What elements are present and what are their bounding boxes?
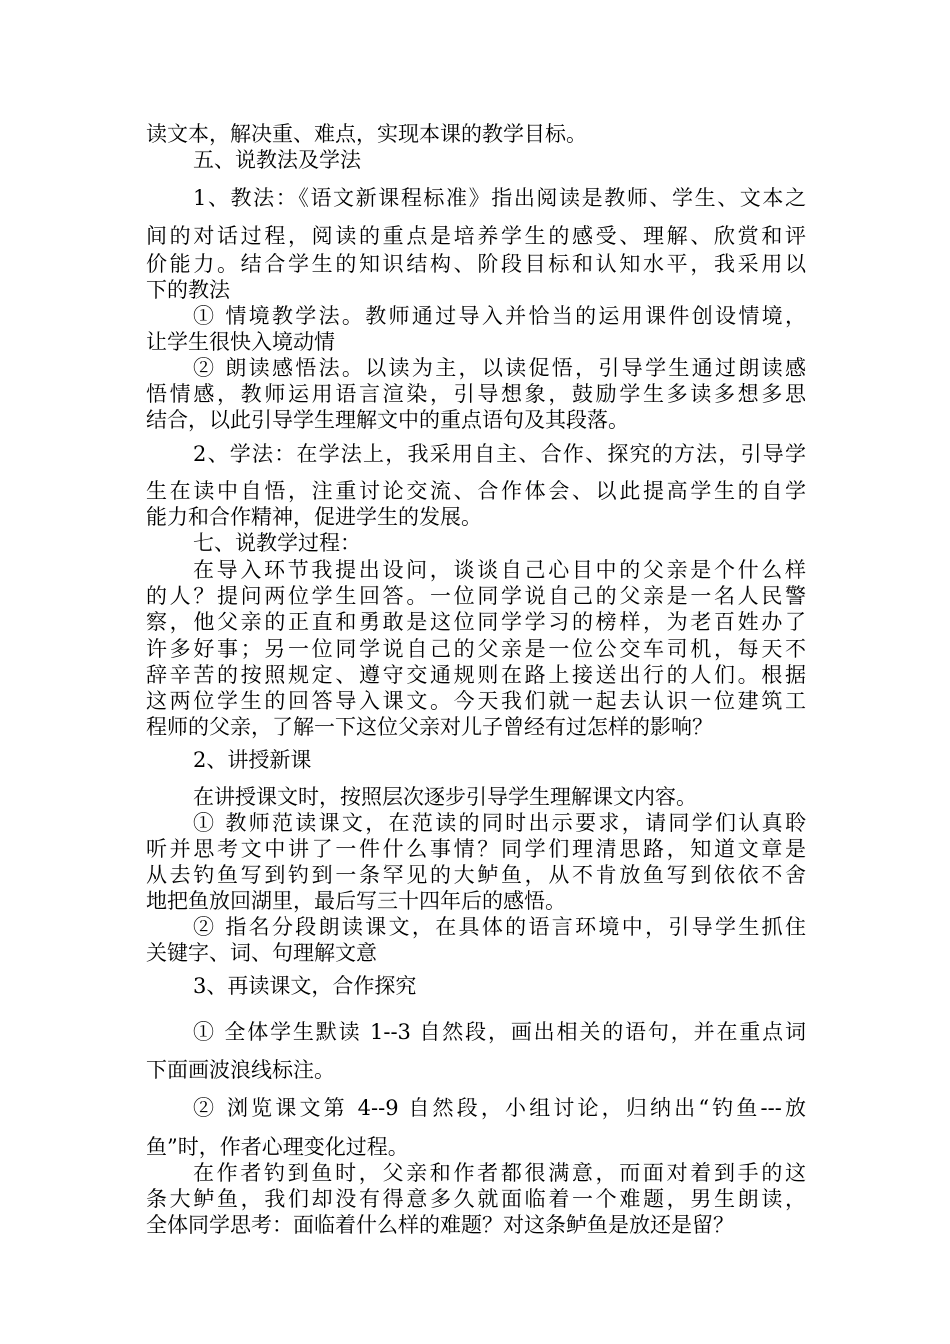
text-line: 条大鲈鱼，我们却没有得意多久就面临着一个难题，男生朗读， <box>146 1187 806 1211</box>
text-line: 鱼”时，作者心理变化过程。 <box>146 1135 409 1159</box>
text-line: 在讲授课文时，按照层次逐步引导学生理解课文内容。 <box>193 785 697 809</box>
text-line: 悟情感，教师运用语言渲染，引导想象，鼓励学生多读多想多思 <box>146 382 806 406</box>
text-line: 从去钓鱼写到钓到一条罕见的大鲈鱼，从不肯放鱼写到依依不舍 <box>146 863 806 887</box>
text-line: 辞辛苦的按照规定、遵守交通规则在路上接送出行的人们。根据 <box>146 663 806 687</box>
text-line: 察，他父亲的正直和勇敢是这位同学学习的榜样，为老百姓办了 <box>146 610 806 634</box>
section-heading: 3、再读课文，合作探究 <box>193 974 417 998</box>
text-line: 在作者钓到鱼时，父亲和作者都很满意，而面对着到手的这 <box>193 1161 806 1185</box>
text-line: 2、学法：在学法上，我采用自主、合作、探究的方法，引导学 <box>193 442 806 466</box>
text-line: 这两位学生的回答导入课文。今天我们就一起去认识一位建筑工 <box>146 689 806 713</box>
section-heading: 2、讲授新课 <box>193 748 312 772</box>
text-line: 价能力。结合学生的知识结构、阶段目标和认知水平，我采用以 <box>146 252 806 276</box>
text-line: 结合，以此引导学生理解文中的重点语句及其段落。 <box>146 408 629 432</box>
text-line: 能力和合作精神，促进学生的发展。 <box>146 505 482 529</box>
text-line: ① 全体学生默读 1--3 自然段，画出相关的语句，并在重点词 <box>193 1020 806 1044</box>
text-line: 关键字、词、句理解文意 <box>146 941 377 965</box>
text-line: 生在读中自悟，注重讨论交流、合作体会、以此提高学生的自学 <box>146 479 806 503</box>
text-line: 下面画波浪线标注。 <box>146 1058 335 1082</box>
text-line: 下的教法 <box>146 278 230 302</box>
section-heading: 五、说教法及学法 <box>193 148 361 172</box>
text-line: 的人？提问两位学生回答。一位同学说自己的父亲是一名人民警 <box>146 584 806 608</box>
text-line: 让学生很快入境动情 <box>146 330 335 354</box>
text-line: 在导入环节我提出设问，谈谈自己心目中的父亲是个什么样 <box>193 558 806 582</box>
text-line: ② 朗读感悟法。以读为主，以读促悟，引导学生通过朗读感 <box>193 356 806 380</box>
text-line: 间的对话过程，阅读的重点是培养学生的感受、理解、欣赏和评 <box>146 224 806 248</box>
text-line: 1、教法：《语文新课程标准》指出阅读是教师、学生、文本之 <box>193 186 806 210</box>
text-line: ② 指名分段朗读课文，在具体的语言环境中，引导学生抓住 <box>193 915 806 939</box>
text-line: 全体同学思考：面临着什么样的难题？对这条鲈鱼是放还是留？ <box>146 1213 734 1237</box>
text-line: 许多好事；另一位同学说自己的父亲是一位公交车司机，每天不 <box>146 637 806 661</box>
text-line: 地把鱼放回湖里，最后写三十四年后的感悟。 <box>146 889 566 913</box>
text-line: 读文本，解决重、难点，实现本课的教学目标。 <box>146 122 587 146</box>
text-line: ① 教师范读课文，在范读的同时出示要求，请同学们认真聆 <box>193 811 806 835</box>
text-line: 程师的父亲，了解一下这位父亲对儿子曾经有过怎样的影响？ <box>146 715 713 739</box>
text-line: 听并思考文中讲了一件什么事情？同学们理清思路，知道文章是 <box>146 837 806 861</box>
section-heading: 七、说教学过程： <box>193 531 361 555</box>
text-line: ② 浏览课文第 4--9 自然段，小组讨论，归纳出“钓鱼---放 <box>193 1096 806 1120</box>
text-line: ① 情境教学法。教师通过导入并恰当的运用课件创设情境， <box>193 304 806 328</box>
